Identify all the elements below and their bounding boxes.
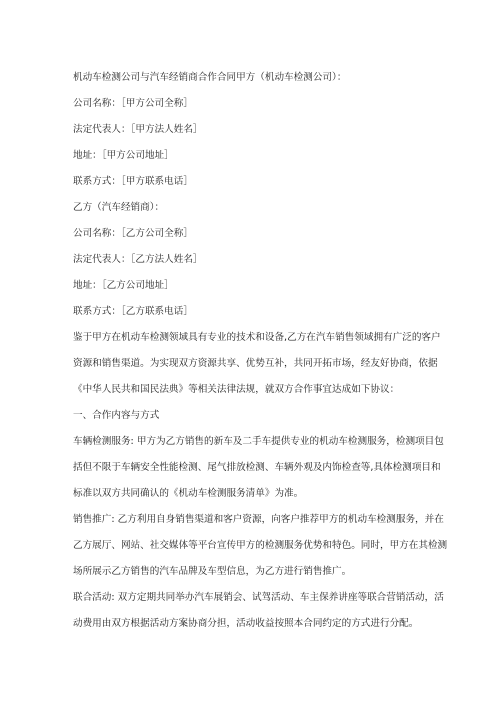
party-a-company: 公司名称：［甲方公司全称］ [73, 98, 193, 109]
party-b-contact: 联系方式：［乙方联系电话］ [73, 306, 193, 317]
vehicle-testing-line: 标准以双方共同确认的《机动车检测服务清单》为准。 [73, 488, 304, 499]
section-1-heading: 一、合作内容与方式 [73, 410, 160, 421]
party-b-company: 公司名称：［乙方公司全称］ [73, 228, 193, 239]
party-a-legal-rep: 法定代表人：［甲方法人姓名］ [73, 124, 203, 135]
preamble-line: 《中华人民共和国民法典》等相关法律法规，就双方合作事宜达成如下协议： [73, 384, 400, 395]
sales-promotion-line: 销售推广: 乙方利用自身销售渠道和客户资源，向客户推荐甲方的机动车检测服务，并在 [73, 514, 444, 525]
party-a-address: 地址：［甲方公司地址］ [73, 150, 174, 161]
vehicle-testing-line: 括但不限于车辆安全性能检测、尾气排放检测、车辆外观及内饰检查等,具体检测项目和 [73, 462, 441, 473]
preamble-line: 资源和销售渠道。为实现双方资源共享、优势互补，共同开拓市场，经友好协商，依据 [73, 358, 438, 369]
sales-promotion-line: 乙方展厅、网站、社交媒体等平台宣传甲方的检测服务优势和特色。同时，甲方在其检测 [73, 540, 448, 551]
preamble-line: 鉴于甲方在机动车检测领域具有专业的技术和设备,乙方在汽车销售领域拥有广泛的客户 [73, 332, 441, 343]
party-a-contact: 联系方式：［甲方联系电话］ [73, 176, 193, 187]
sales-promotion-line: 场所展示乙方销售的汽车品牌及车型信息，为乙方进行销售推广。 [73, 566, 352, 577]
party-b-legal-rep: 法定代表人：［乙方法人姓名］ [73, 254, 203, 265]
vehicle-testing-line: 车辆检测服务: 甲方为乙方销售的新车及二手车提供专业的机动车检测服务，检测项目包 [73, 436, 444, 447]
document-title: 机动车检测公司与汽车经销商合作合同甲方（机动车检测公司）： [73, 72, 347, 83]
party-b-heading: 乙方（汽车经销商）： [73, 202, 165, 213]
joint-events-line: 动费用由双方根据活动方案协商分担，活动收益按照本合同约定的方式进行分配。 [73, 618, 419, 629]
joint-events-line: 联合活动: 双方定期共同举办汽车展销会、试驾活动、车主保养讲座等联合营销活动，活 [73, 592, 444, 603]
party-b-address: 地址：［乙方公司地址］ [73, 280, 174, 291]
